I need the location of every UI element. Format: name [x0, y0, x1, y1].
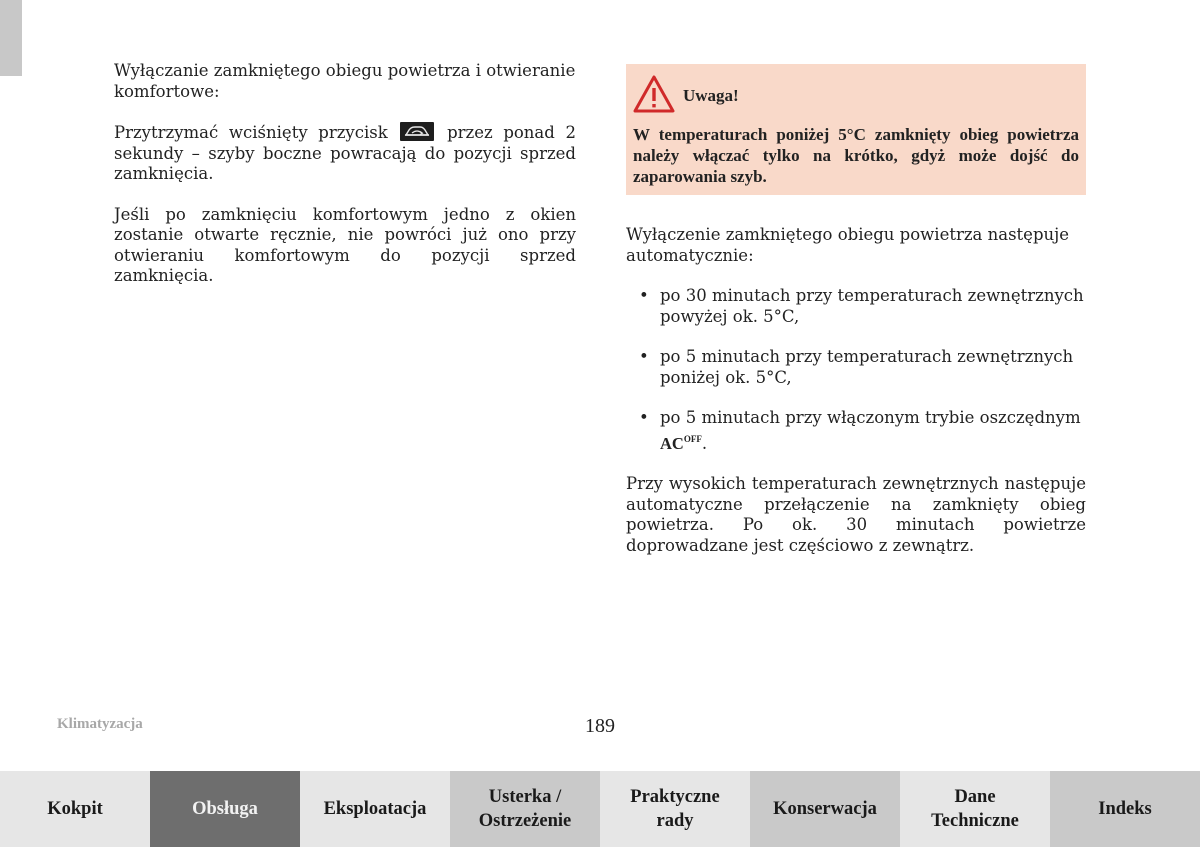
chapter-navigation — [0, 771, 1200, 847]
list-item: • po 5 minutach przy temperaturach zewnętrznych poniżej ok. 5°C, — [626, 347, 1086, 388]
instruction-text-end: przez ponad 2 sekundy – szyby boczne powracają do pozycji sprzed zamknięcia. — [114, 123, 576, 183]
tab-praktyczne-rady[interactable]: Praktyczne rady — [600, 771, 750, 847]
tab-eksploatacja[interactable]: Eksploatacja — [300, 771, 450, 847]
instruction-paragraph — [114, 122, 576, 185]
left-column — [114, 61, 576, 307]
list-item-text: po 5 minutach przy włączonym trybie oszczędnym — [660, 408, 1081, 427]
tab-dane-techniczne[interactable]: Dane Techniczne — [900, 771, 1050, 847]
page-number: 189 — [585, 715, 615, 737]
manual-window-note: Jeśli po zamknięciu komfortowym jedno z okien zostanie otwarte ręcznie, nie powróci już ono przy otwieraniu komfortowym do pozycji sprzed zamknięcia. — [114, 204, 576, 285]
chapter-name: Klimatyzacja — [57, 716, 143, 732]
auto-off-list — [626, 286, 1086, 454]
recirculation-button-icon — [400, 122, 434, 141]
warning-text: W temperaturach poniżej 5°C zamknięty obieg powietrza należy włączać tylko na krótko, gdyż może dojść do zaparowania szyb. — [633, 125, 1079, 186]
tab-konserwacja[interactable]: Konserwacja — [750, 771, 900, 847]
tab-indeks[interactable]: Indeks — [1050, 771, 1200, 847]
list-item: • po 5 minutach przy włączonym trybie oszczędnym $AC^{OFF}$. — [626, 408, 1086, 454]
tab-kokpit[interactable]: Kokpit — [0, 771, 150, 847]
auto-off-intro: Wyłączenie zamkniętego obiegu powietrza następuje automatycznie: — [626, 225, 1070, 265]
section-heading: Wyłączanie zamkniętego obiegu powietrza i otwieranie komfortowe: — [114, 61, 576, 101]
list-item: • po 30 minutach przy temperaturach zewnętrznych powyżej ok. 5°C, — [626, 286, 1086, 327]
ac-off-symbol: $AC^{OFF}$ — [660, 433, 702, 453]
right-column — [626, 225, 1086, 576]
warning-triangle-icon — [632, 74, 676, 119]
warning-box — [626, 64, 1086, 195]
high-temp-note: Przy wysokich temperaturach zewnętrznych następuje automatyczne przełączenie na zamknięty obieg powietrza. Po ok. 30 minutach powietrze doprowadzane jest częściowo z zewnątrz. — [626, 474, 1086, 555]
tab-obsluga[interactable]: Obsługa — [150, 771, 300, 847]
instruction-text-start: Przytrzymać wciśnięty przycisk — [114, 123, 388, 142]
tab-usterka-ostrzezenie[interactable]: Usterka / Ostrzeżenie — [450, 771, 600, 847]
warning-title: Uwaga! — [683, 86, 739, 105]
page-corner-tab — [0, 0, 22, 76]
